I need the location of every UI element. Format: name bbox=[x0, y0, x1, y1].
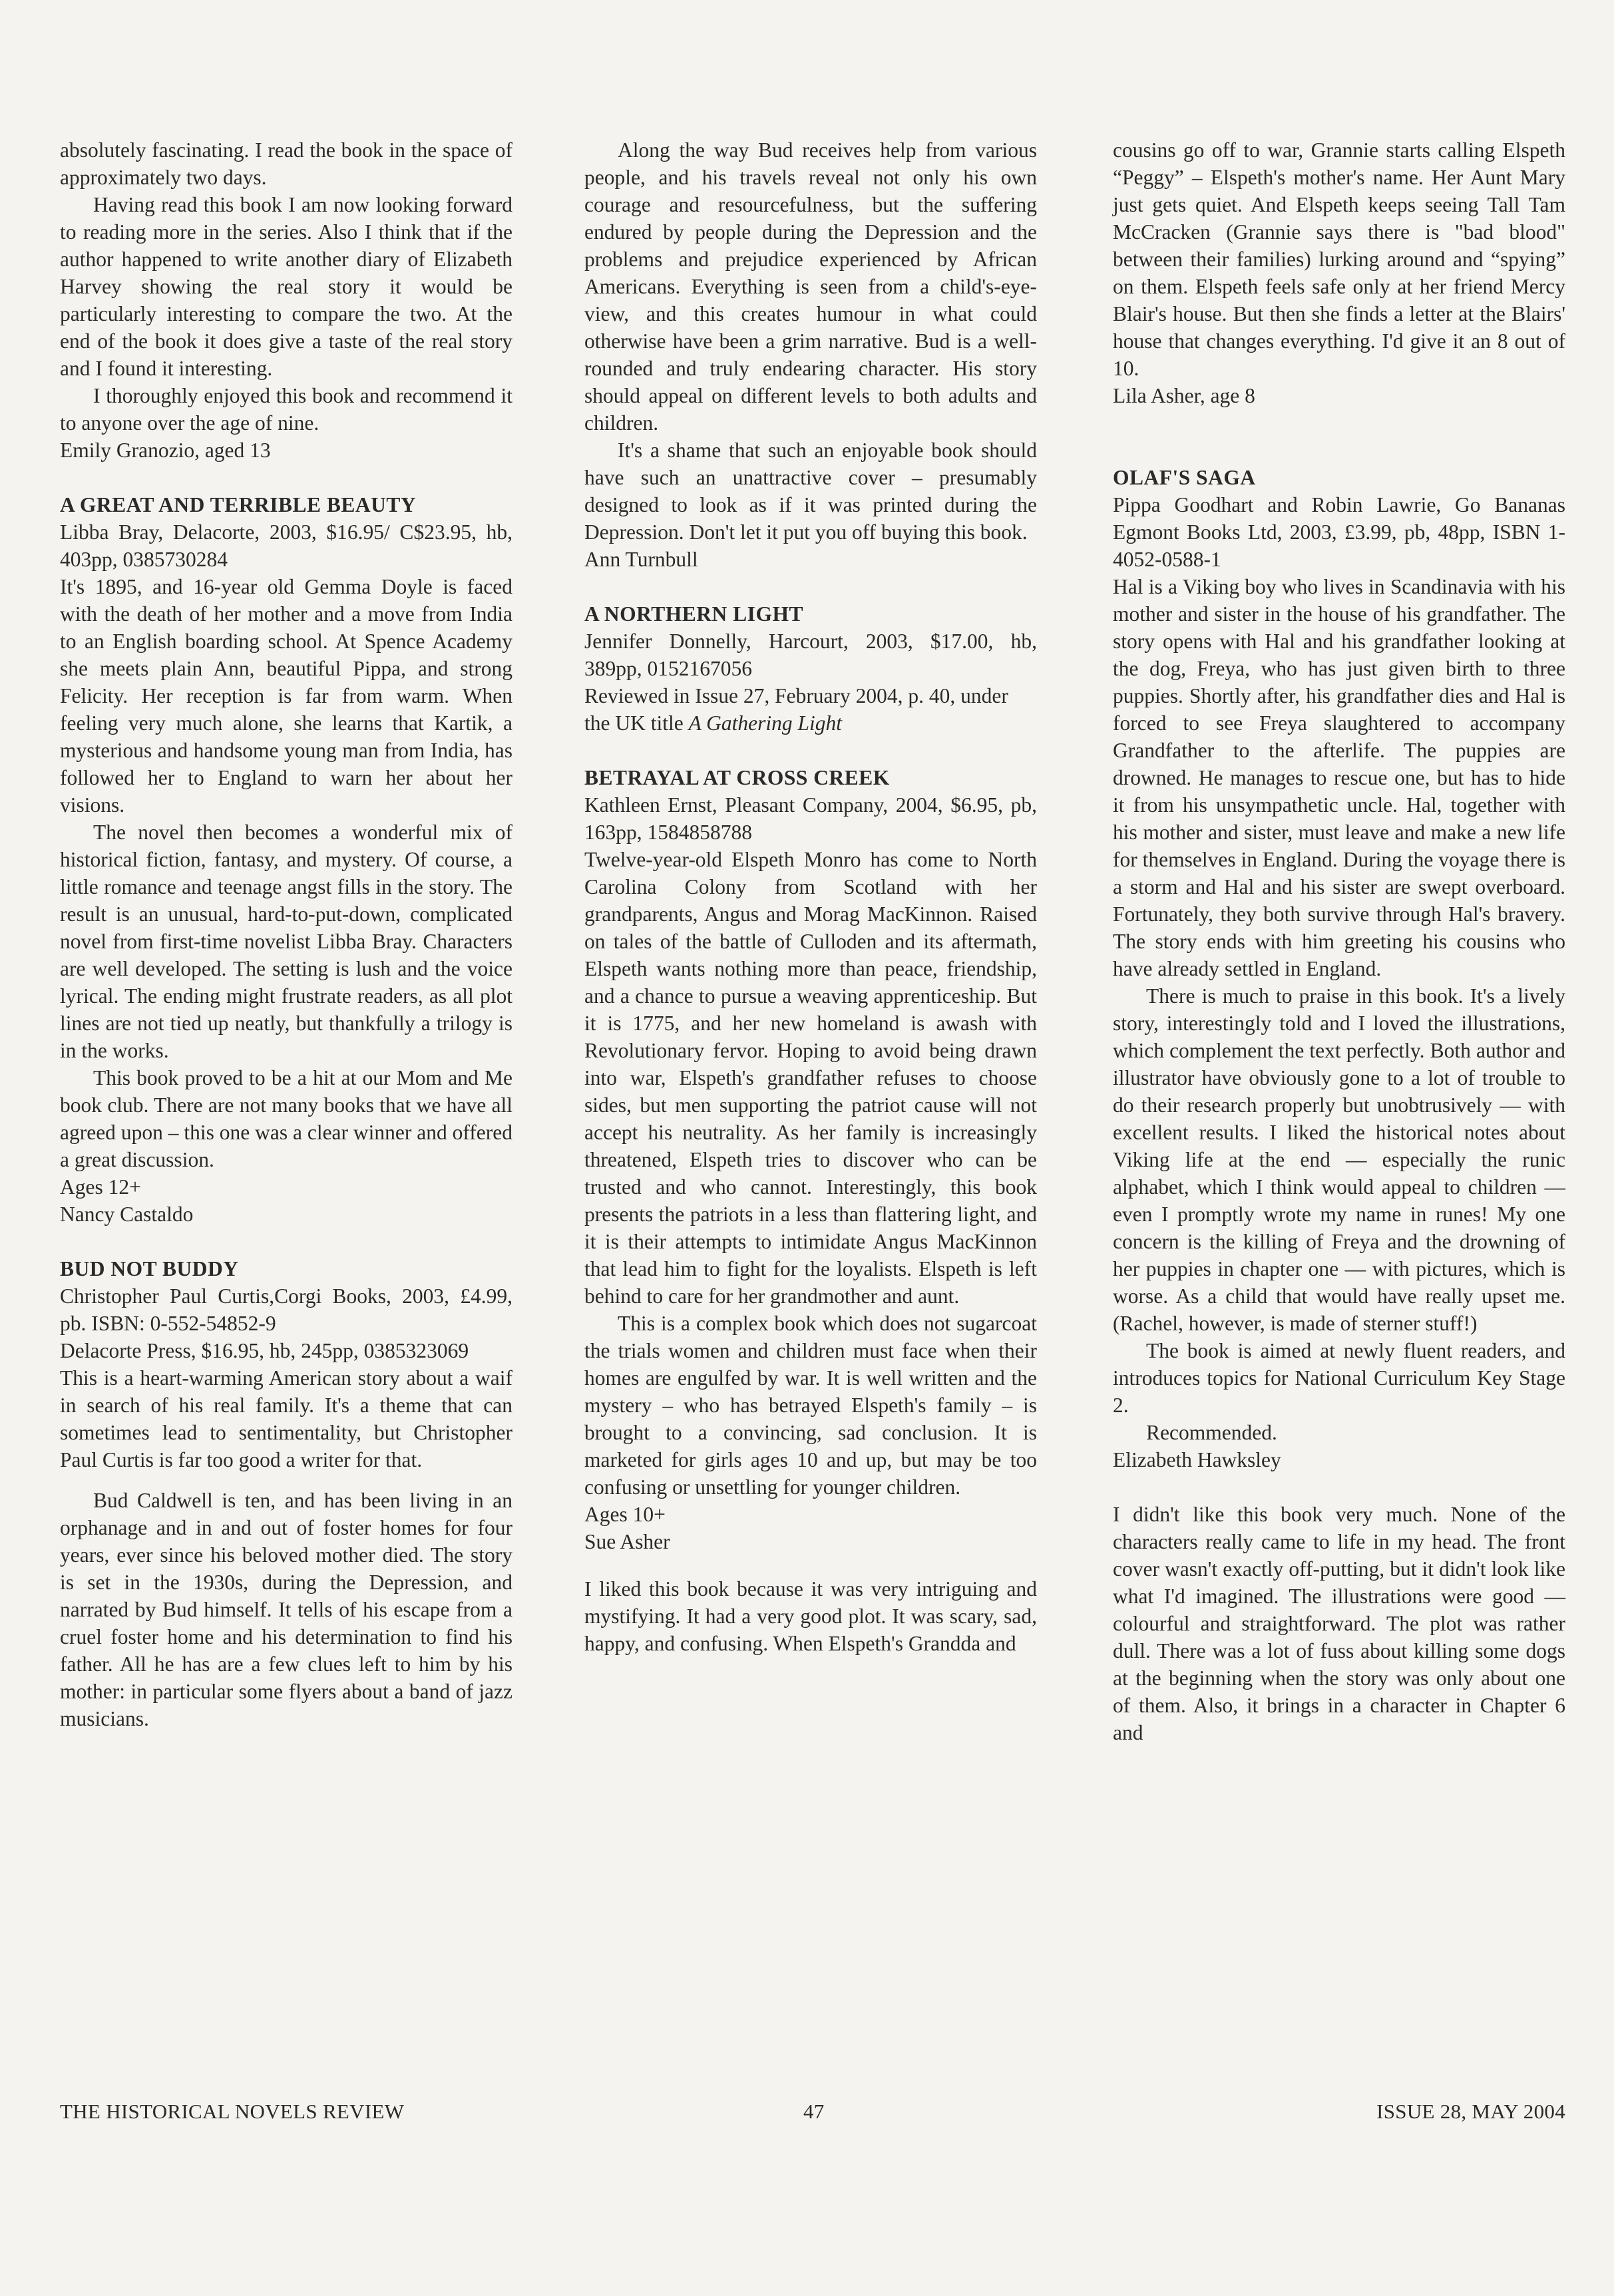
page-number: 47 bbox=[803, 2100, 825, 2123]
paragraph: Along the way Bud receives help from various people, and his travels reveal not only his own courage and resourcefulness, but the suffering endured by people during the Depression and the problems and prejudice experienced by African Americans. Everything is seen from a child's-eye-view, and this creates humour in what could otherwise have been a grim narrative. Bud is a well-rounded and truly endearing character. His story should appeal on different levels to both adults and children. bbox=[584, 138, 1037, 435]
paragraph: cousins go off to war, Grannie starts calling Elspeth “Peggy” – Elspeth's mother's name. Her Aunt Mary just gets quiet. And Elspeth keeps seeing Tall Tam McCracken (Grannie says there is "bad blood" between their families) lurking around and “spying” on them. Elspeth feels safe only at her friend Mercy Blair's house. But then she finds a letter at the Blairs' house that changes everything. I'd give it an 8 out of 10. bbox=[1113, 138, 1565, 380]
uk-title: A Gathering Light bbox=[688, 711, 843, 735]
book-details: Libba Bray, Delacorte, 2003, $16.95/ C$23.95, hb, 403pp, 0385730284 bbox=[60, 520, 512, 571]
review-heading: BUD NOT BUDDY bbox=[60, 1257, 239, 1280]
paragraph: It's 1895, and 16-year old Gemma Doyle is faced with the death of her mother and a move from India to an English boarding school. At Spence Academy she meets plain Ann, beautiful Pippa, and strong Felicity. Her reception is far from warm. When feeling very much alone, she learns that Kartik, a mysterious and handsome young man from India, has followed her to England to warn her about her visions. bbox=[60, 575, 512, 817]
reviewer-signature: Emily Granozio, aged 13 bbox=[60, 439, 271, 462]
column-3 bbox=[1113, 136, 1565, 1746]
column-1 bbox=[60, 136, 512, 1732]
paragraph: I didn't like this book very much. None of the characters really came to life in my head. The front cover wasn't exactly off-putting, but it didn't look like what I'd imagined. The illustrations were good — colourful and straightforward. The plot was rather dull. There was a lot of fuss about killing some dogs at the beginning when the story was only about one of them. Also, it brings in a character in Chapter 6 and bbox=[1113, 1503, 1565, 1744]
book-details: Pippa Goodhart and Robin Lawrie, Go Bananas Egmont Books Ltd, 2003, £3.99, pb, 48pp, ISBN 1-4052-0588-1 bbox=[1113, 493, 1565, 571]
paragraph: There is much to praise in this book. It's a lively story, interestingly told and I loved the illustrations, which complement the text perfectly. Both author and illustrator have obviously gone to a lot of trouble to do their research properly but unobtrusively — with excellent results. I liked the historical notes about Viking life at the end — especially the runic alphabet, which I think would appeal to children —even I promptly wrote my name in runes! My one concern is the killing of Freya and the drowning of her puppies in chapter one — with pictures, which is worse. As a child that would have really upset me. (Rachel, however, is made of sterner stuff!) bbox=[1113, 984, 1565, 1335]
reviewer-signature: Nancy Castaldo bbox=[60, 1203, 194, 1226]
book-details: Christopher Paul Curtis,Corgi Books, 2003, £4.99, pb. ISBN: 0-552-54852-9 bbox=[60, 1284, 512, 1335]
reviewer-signature: Elizabeth Hawksley bbox=[1113, 1448, 1281, 1471]
review-heading: A GREAT AND TERRIBLE BEAUTY bbox=[60, 493, 417, 516]
review-heading: BETRAYAL AT CROSS CREEK bbox=[584, 766, 890, 789]
paragraph: I liked this book because it was very intriguing and mystifying. It had a very good plot. It was scary, sad, happy, and confusing. When Elspeth's Grandda and bbox=[584, 1577, 1037, 1655]
paragraph: Recommended. bbox=[1146, 1421, 1277, 1444]
paragraph: The novel then becomes a wonderful mix of historical fiction, fantasy, and mystery. Of course, a little romance and teenage angst fills in the story. The result is an unusual, hard-to-put-down, complicated novel from first-time novelist Libba Bray. Characters are well developed. The setting is lush and the voice lyrical. The ending might frustrate readers, as all plot lines are not tied up neatly, but thankfully a trilogy is in the works. bbox=[60, 821, 512, 1062]
book-details: Kathleen Ernst, Pleasant Company, 2004, $6.95, pb, 163pp, 1584858788 bbox=[584, 793, 1037, 844]
paragraph: absolutely fascinating. I read the book in the space of approximately two days. bbox=[60, 138, 512, 189]
reviewer-signature: Ann Turnbull bbox=[584, 548, 698, 571]
book-details bbox=[584, 682, 1037, 737]
paragraph: It's a shame that such an enjoyable book should have such an unattractive cover – presumably designed to look as if it was printed during the Depression. Don't let it put you off buying this book. bbox=[584, 439, 1037, 544]
paragraph: I thoroughly enjoyed this book and recommend it to anyone over the age of nine. bbox=[60, 384, 512, 435]
paragraph: This is a complex book which does not sugarcoat the trials women and children must face when their homes are engulfed by war. It is well written and the mystery – who has betrayed Elspeth's family – is brought to a convincing, sad conclusion. It is marketed for girls ages 10 and up, but may be too confusing or unsettling for younger children. bbox=[584, 1312, 1037, 1499]
paragraph: Having read this book I am now looking forward to reading more in the series. Also I think that if the author happened to write another diary of Elizabeth Harvey showing the real story it would be particularly interesting to compare the two. At the end of the book it does give a taste of the real story and I found it interesting. bbox=[60, 193, 512, 380]
paragraph: The book is aimed at newly fluent readers, and introduces topics for National Curriculum Key Stage 2. bbox=[1113, 1339, 1565, 1417]
issue-date: ISSUE 28, MAY 2004 bbox=[1376, 2100, 1565, 2123]
column-2 bbox=[584, 136, 1037, 1657]
age-range: Ages 10+ bbox=[584, 1503, 666, 1526]
book-details: Delacorte Press, $16.95, hb, 245pp, 0385323069 bbox=[60, 1339, 469, 1362]
reviewer-signature: Lila Asher, age 8 bbox=[1113, 384, 1255, 407]
book-details: Jennifer Donnelly, Harcourt, 2003, $17.00, hb, 389pp, 0152167056 bbox=[584, 630, 1037, 680]
review-heading: A NORTHERN LIGHT bbox=[584, 602, 803, 626]
paragraph: Hal is a Viking boy who lives in Scandinavia with his mother and sister in the house of his grandfather. The story opens with Hal and his grandfather looking at the dog, Freya, who has just given birth to three puppies. Shortly after, his grandfather dies and Hal is forced to see Freya slaughtered to accompany Grandfather to the afterlife. The puppies are drowned. He manages to rescue one, but has to hide it from his unsympathetic uncle. Hal, together with his mother and sister, must leave and make a new life for themselves in England. During the voyage there is a storm and Hal and his sister are swept overboard. Fortunately, they both survive through Hal's bravery. The story ends with him greeting his cousins who have already settled in England. bbox=[1113, 575, 1565, 980]
review-heading: OLAF'S SAGA bbox=[1113, 466, 1256, 489]
paragraph: This is a heart-warming American story about a waif in search of his real family. It's a theme that can sometimes lead to sentimentality, but Christopher Paul Curtis is far too good a writer for that. bbox=[60, 1366, 512, 1471]
review-reference: Reviewed in Issue 27, February 2004, p. 40, under the UK title bbox=[584, 684, 1008, 735]
reviewer-signature: Sue Asher bbox=[584, 1530, 670, 1553]
publication-title: THE HISTORICAL NOVELS REVIEW bbox=[60, 2100, 405, 2123]
paragraph: Bud Caldwell is ten, and has been living in an orphanage and in and out of foster homes for four years, ever since his beloved mother died. The story is set in the 1930s, during the Depression, and narrated by Bud himself. It tells of his escape from a cruel foster home and his determination to find his father. All he has are a few clues left to him by his mother: in particular some flyers about a band of jazz musicians. bbox=[60, 1489, 512, 1730]
paragraph: Twelve-year-old Elspeth Monro has come to North Carolina Colony from Scotland with her grandparents, Angus and Morag MacKinnon. Raised on tales of the battle of Culloden and its aftermath, Elspeth wants nothing more than peace, friendship, and a chance to pursue a weaving apprenticeship. But it is 1775, and her new homeland is awash with Revolutionary fervor. Hoping to avoid being drawn into war, Elspeth's grandfather refuses to choose sides, but men supporting the patriot cause will not accept his neutrality. As her family is increasingly threatened, Elspeth tries to discover who can be trusted and who cannot. Interestingly, this book presents the patriots in a less than flattering light, and it is their attempts to intimidate Angus MacKinnon that lead him to fight for the loyalists. Elspeth is left behind to care for her grandmother and aunt. bbox=[584, 848, 1037, 1308]
page-footer bbox=[60, 2100, 1565, 2124]
age-range: Ages 12+ bbox=[60, 1175, 141, 1199]
paragraph: This book proved to be a hit at our Mom and Me book club. There are not many books that we have all agreed upon – this one was a clear winner and offered a great discussion. bbox=[60, 1066, 512, 1171]
